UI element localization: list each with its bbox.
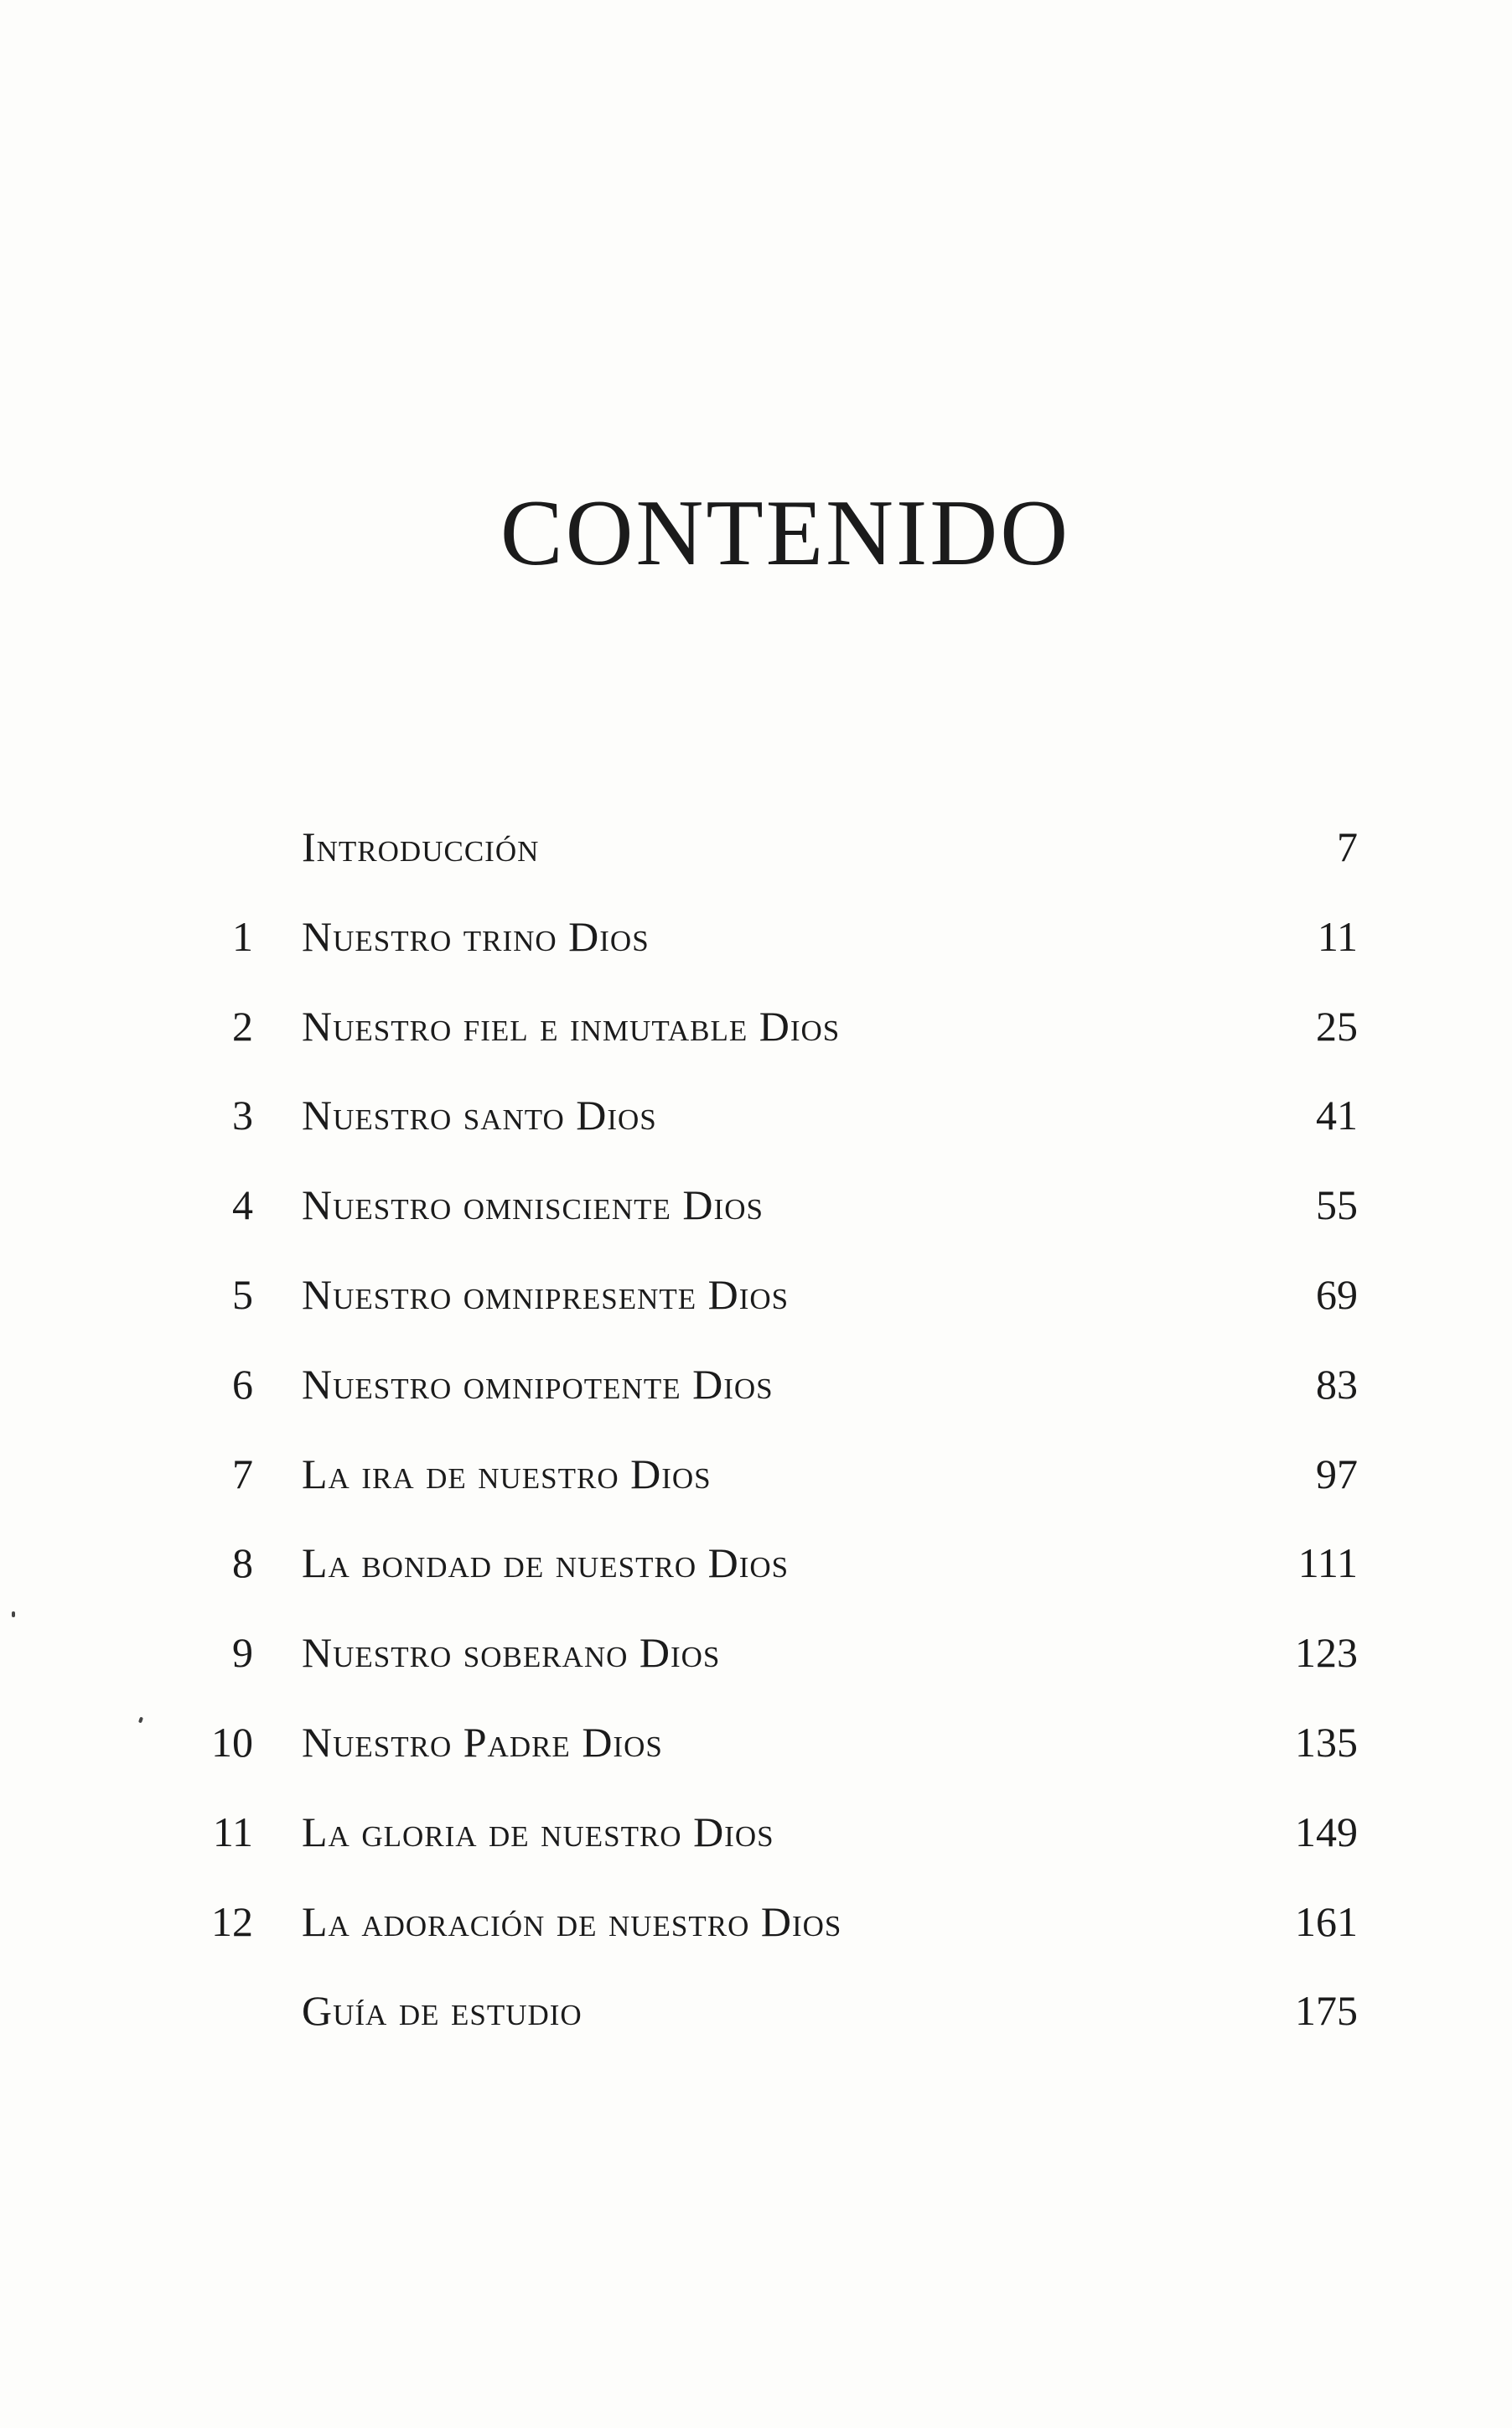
page-title: CONTENIDO: [500, 481, 1071, 586]
table-of-contents: [0, 823, 1512, 2079]
page-number: 83: [1316, 1360, 1358, 1408]
chapter-number: 8: [232, 1539, 253, 1587]
page-number: 25: [1316, 1002, 1358, 1050]
chapter-number: 5: [232, 1270, 253, 1318]
chapter-title: Nuestro omnipresente Dios: [302, 1270, 790, 1318]
toc-entry-10: [0, 1718, 1512, 1811]
toc-entry-12: [0, 1897, 1512, 1990]
chapter-title: Nuestro fiel e inmutable Dios: [302, 1002, 841, 1050]
page-number: 149: [1295, 1808, 1358, 1855]
toc-entry-1: [0, 912, 1512, 1005]
page-number: 97: [1316, 1450, 1358, 1497]
page-number: 55: [1316, 1181, 1358, 1229]
chapter-number: 6: [232, 1360, 253, 1408]
page-number: 175: [1295, 1987, 1358, 2035]
toc-entry-2: [0, 1002, 1512, 1095]
toc-entry-7: [0, 1450, 1512, 1543]
chapter-title: La ira de nuestro Dios: [302, 1450, 712, 1497]
chapter-title: La adoración de nuestro Dios: [302, 1897, 842, 1945]
chapter-number: 10: [211, 1718, 253, 1766]
toc-entry-9: [0, 1629, 1512, 1721]
page-number: 41: [1316, 1092, 1358, 1139]
scan-speck: [12, 1611, 15, 1617]
chapter-title: La bondad de nuestro Dios: [302, 1539, 790, 1587]
chapter-number: 7: [232, 1450, 253, 1497]
chapter-title: Nuestro soberano Dios: [302, 1629, 721, 1677]
page-number: 135: [1295, 1718, 1358, 1766]
toc-entry-11: [0, 1808, 1512, 1901]
chapter-number: 3: [232, 1092, 253, 1139]
chapter-title: Guía de estudio: [302, 1987, 583, 2035]
chapter-title: Introducción: [302, 823, 540, 870]
chapter-title: Nuestro omnipotente Dios: [302, 1360, 774, 1408]
chapter-title: Nuestro santo Dios: [302, 1092, 657, 1139]
chapter-title: Nuestro omnisciente Dios: [302, 1181, 764, 1229]
page-number: 69: [1316, 1270, 1358, 1318]
chapter-number: 12: [211, 1897, 253, 1945]
toc-entry-3: [0, 1094, 1512, 1184]
toc-entry-5: [0, 1270, 1512, 1363]
toc-entry-6: [0, 1360, 1512, 1453]
page-number: 7: [1337, 823, 1358, 870]
toc-entry-introduccion: [0, 823, 1512, 916]
toc-entry-guia-de-estudio: [0, 1987, 1512, 2079]
toc-entry-8: [0, 1539, 1512, 1632]
chapter-number: 9: [232, 1629, 253, 1677]
chapter-number: 4: [232, 1181, 253, 1229]
chapter-title: Nuestro trino Dios: [302, 912, 650, 960]
chapter-title: La gloria de nuestro Dios: [302, 1808, 774, 1855]
toc-entry-4: [0, 1181, 1512, 1274]
chapter-number: 11: [212, 1808, 253, 1855]
page-number: 161: [1295, 1897, 1358, 1945]
chapter-number: 2: [232, 1002, 253, 1050]
page-number: 123: [1295, 1629, 1358, 1677]
chapter-number: 1: [232, 912, 253, 960]
page-number: 111: [1297, 1539, 1358, 1587]
page-number: 11: [1317, 912, 1358, 960]
chapter-title: Nuestro Padre Dios: [302, 1718, 663, 1766]
